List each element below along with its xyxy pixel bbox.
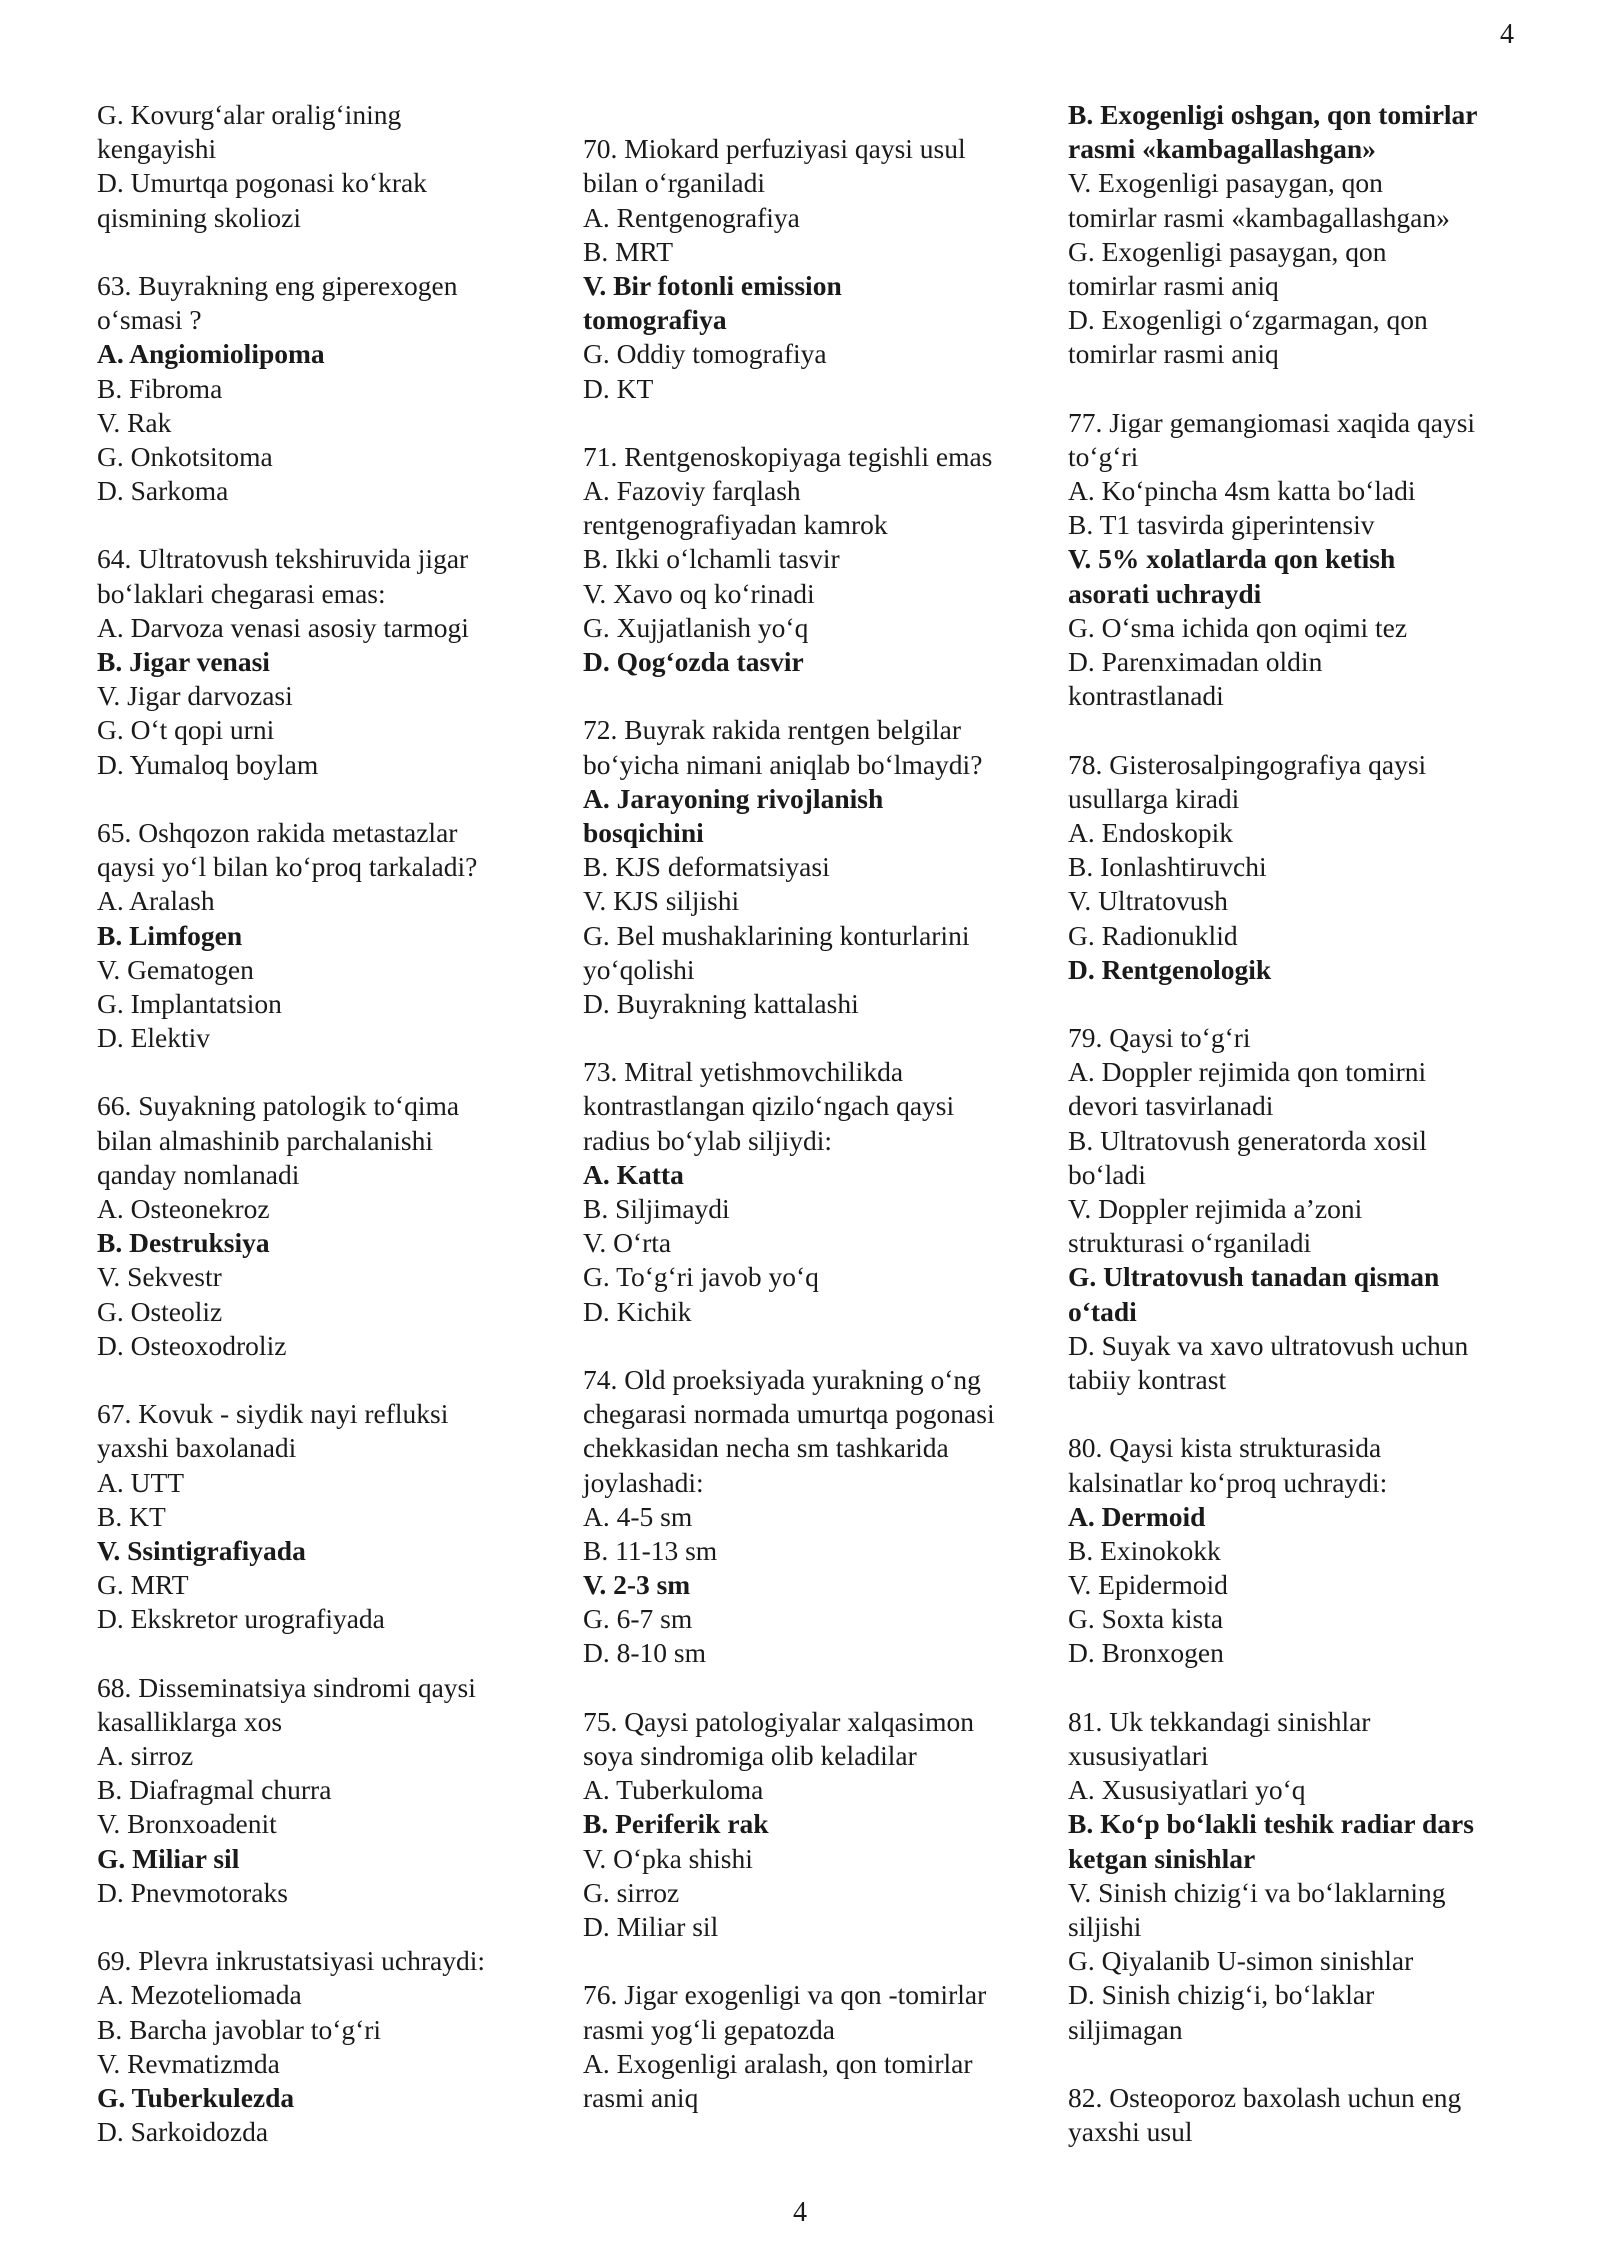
text-line: B. Diafragmal churra [97, 1774, 332, 1806]
text-line: A. UTT [97, 1466, 185, 1498]
answer-line-correct: A. Katta [583, 1158, 684, 1190]
answer-line-correct: B. Limfogen [97, 919, 243, 951]
text-line: V. Sinish chizig‘i va bo‘laklarning [1068, 1876, 1446, 1908]
blank-line [97, 782, 557, 816]
text-line: D. Sarkoma [97, 475, 229, 507]
text-line: 63. Buyrakning eng giperexogen [97, 269, 458, 301]
text-line: D. Suyak va xavo ultratovush uchun [1068, 1329, 1469, 1361]
text-line: D. Umurtqa pogonasi ko‘krak [97, 167, 427, 199]
answer-line-correct: G. Tuberkulezda [97, 2081, 295, 2113]
text-line: 78. Gisterosalpingografiya qaysi [1068, 748, 1427, 780]
blank-line [1068, 987, 1528, 1021]
blank-line [583, 406, 1043, 440]
answer-line-correct: ketgan sinishlar [1068, 1842, 1256, 1874]
answer-line-correct: V. Ssintigrafiyada [97, 1534, 306, 1566]
text-line: D. KT [583, 372, 654, 404]
text-line: A. Aralash [97, 885, 215, 917]
text-line: D. Ekskretor urografiyada [97, 1603, 385, 1635]
text-line: chekkasidan necha sm tashkarida [583, 1432, 949, 1464]
text-line: usullarga kiradi [1068, 782, 1240, 814]
text-line: V. Epidermoid [1068, 1569, 1228, 1601]
answer-line-correct: rasmi «kambagallashgan» [1068, 133, 1376, 165]
text-column-2 [583, 98, 1043, 2115]
text-line: V. Sekvestr [97, 1261, 222, 1293]
text-line: G. Bel mushaklarining konturlarini [583, 919, 970, 951]
blank-line [97, 235, 557, 269]
text-line: V. Bronxoadenit [97, 1808, 277, 1840]
text-line: qaysi yo‘l bilan ko‘proq tarkaladi? [97, 851, 478, 883]
text-line: A. Fazoviy farqlash [583, 475, 801, 507]
text-line: kasalliklarga xos [97, 1705, 283, 1737]
text-line: strukturasi o‘rganiladi [1068, 1227, 1312, 1259]
text-line: V. Rak [97, 406, 172, 438]
text-column-3 [1068, 98, 1528, 2149]
blank-line [583, 1671, 1043, 1705]
text-line: B. Ikki o‘lchamli tasvir [583, 543, 840, 575]
text-line: D. Sarkoidozda [97, 2116, 269, 2148]
text-line: kontrastlanadi [1068, 680, 1224, 712]
answer-line-correct: A. Jarayoning rivojlanish [583, 782, 884, 814]
blank-line [97, 1910, 557, 1944]
text-line: 71. Rentgenoskopiyaga tegishli emas [583, 440, 993, 472]
text-line: G. Osteoliz [97, 1295, 223, 1327]
text-line: G. Exogenligi pasaygan, qon [1068, 235, 1387, 267]
text-line: siljishi [1068, 1910, 1142, 1942]
text-line: kontrastlangan qizilo‘ngach qaysi [583, 1090, 955, 1122]
answer-line-correct: B. Destruksiya [97, 1227, 270, 1259]
text-line: D. Sinish chizig‘i, bo‘laklar [1068, 1979, 1375, 2011]
text-line: tomirlar rasmi «kambagallashgan» [1068, 201, 1450, 233]
text-line: A. Mezoteliomada [97, 1979, 302, 2011]
text-line: G. MRT [97, 1569, 189, 1601]
text-line: 76. Jigar exogenligi va qon -tomirlar [583, 1979, 987, 2011]
text-line: 68. Disseminatsiya sindromi qaysi [97, 1671, 476, 1703]
text-line: V. Revmatizmda [97, 2047, 280, 2079]
text-line: B. Barcha javoblar to‘g‘ri [97, 2013, 382, 2045]
text-column-1 [97, 98, 557, 2149]
text-line: V. Jigar darvozasi [97, 680, 293, 712]
text-line: 74. Old proeksiyada yurakning o‘ng [583, 1363, 981, 1395]
text-line: G. O‘sma ichida qon oqimi tez [1068, 611, 1408, 643]
answer-line-correct: asorati uchraydi [1068, 577, 1262, 609]
answer-line-correct: G. Ultratovush tanadan qisman [1068, 1261, 1440, 1293]
text-line: yaxshi usul [1068, 2116, 1193, 2148]
text-line: V. Doppler rejimida a’zoni [1068, 1193, 1363, 1224]
blank-line [1068, 2047, 1528, 2081]
text-line: tomirlar rasmi aniq [1068, 338, 1279, 370]
text-line: B. Ionlashtiruvchi [1068, 851, 1267, 883]
text-line: V. KJS siljishi [583, 885, 740, 917]
answer-line-correct: tomografiya [583, 304, 727, 336]
answer-line-correct: V. 5% xolatlarda qon ketish [1068, 543, 1396, 575]
text-line: G. Implantatsion [97, 987, 282, 1019]
text-line: radius bo‘ylab siljiydi: [583, 1124, 833, 1156]
text-line: D. Pnevmotoraks [97, 1876, 288, 1908]
blank-line [97, 1055, 557, 1089]
text-line: bo‘ladi [1068, 1158, 1146, 1190]
text-line: chegarasi normada umurtqa pogonasi [583, 1398, 995, 1430]
text-line: 82. Osteoporoz baxolash uchun eng [1068, 2081, 1462, 2113]
text-line: B. Fibroma [97, 372, 223, 404]
text-line: yaxshi baxolanadi [97, 1432, 297, 1464]
text-line: D. Miliar sil [583, 1910, 719, 1942]
blank-line [583, 679, 1043, 713]
text-line: 79. Qaysi to‘g‘ri [1068, 1022, 1251, 1054]
text-line: V. Exogenligi pasaygan, qon [1068, 167, 1383, 199]
text-line: D. Elektiv [97, 1022, 211, 1054]
text-line: G. Qiyalanib U-simon sinishlar [1068, 1945, 1414, 1977]
text-line: devori tasvirlanadi [1068, 1090, 1274, 1122]
blank-line [1068, 1671, 1528, 1705]
answer-line-correct: D. Rentgenologik [1068, 953, 1272, 985]
blank-line [1068, 1397, 1528, 1431]
text-line: rasmi aniq [583, 2081, 699, 2113]
text-line: A. Xususiyatlari yo‘q [1068, 1774, 1306, 1806]
text-line: bilan o‘rganiladi [583, 167, 766, 199]
page-number-top: 4 [1500, 19, 1514, 50]
text-line: tabiiy kontrast [1068, 1363, 1227, 1395]
text-line: A. sirroz [97, 1740, 194, 1771]
blank-line [583, 1944, 1043, 1978]
text-line: joylashadi: [583, 1466, 704, 1498]
text-line: G. 6-7 sm [583, 1603, 693, 1635]
text-line: 70. Miokard perfuziyasi qaysi usul [583, 133, 966, 165]
blank-line [97, 1363, 557, 1397]
text-line: xususiyatlari [1068, 1740, 1209, 1771]
blank-line [583, 1329, 1043, 1363]
text-line: 69. Plevra inkrustatsiyasi uchraydi: [97, 1945, 485, 1977]
text-line: A. Doppler rejimida qon tomirni [1068, 1056, 1427, 1088]
text-line: V. O‘rta [583, 1227, 672, 1259]
text-line: B. 11-13 sm [583, 1534, 718, 1566]
page-number-bottom: 4 [793, 2197, 807, 2228]
text-line: B. KJS deformatsiyasi [583, 851, 830, 883]
text-line: A. 4-5 sm [583, 1500, 693, 1532]
text-line: G. Kovurg‘alar oralig‘ining [97, 99, 402, 130]
text-line: A. Darvoza venasi asosiy tarmogi [97, 611, 469, 643]
text-line: tomirlar rasmi aniq [1068, 269, 1279, 301]
text-line: V. O‘pka shishi [583, 1842, 753, 1874]
answer-line-correct: V. 2-3 sm [583, 1569, 691, 1601]
answer-line-correct: o‘tadi [1068, 1295, 1137, 1327]
text-line: bo‘yicha nimani aniqlab bo‘lmaydi? [583, 748, 983, 780]
text-line: D. Parenximadan oldin [1068, 646, 1323, 677]
text-line: D. Kichik [583, 1295, 692, 1327]
text-line: 80. Qaysi kista strukturasida [1068, 1432, 1382, 1464]
text-line: kengayishi [97, 133, 217, 165]
text-line: G. To‘g‘ri javob yo‘q [583, 1261, 819, 1293]
text-line: bo‘laklari chegarasi emas: [97, 577, 386, 609]
text-line: 75. Qaysi patologiyalar xalqasimon [583, 1705, 975, 1737]
blank-line [97, 1636, 557, 1670]
answer-line-correct: B. Periferik rak [583, 1808, 769, 1840]
answer-line-correct: B. Exogenligi oshgan, qon tomirlar [1068, 99, 1478, 130]
blank-line [583, 1021, 1043, 1055]
text-line: B. Siljimaydi [583, 1193, 730, 1224]
text-line: B. Ultratovush generatorda xosil [1068, 1124, 1427, 1156]
text-line: A. Ko‘pincha 4sm katta bo‘ladi [1068, 475, 1416, 507]
text-line: 81. Uk tekkandagi sinishlar [1068, 1705, 1371, 1737]
text-line: 64. Ultratovush tekshiruvida jigar [97, 543, 469, 575]
text-line: G. O‘t qopi urni [97, 714, 275, 746]
answer-line-correct: bosqichini [583, 816, 704, 848]
text-line: D. Bronxogen [1068, 1637, 1224, 1669]
answer-line-correct: B. Jigar venasi [97, 646, 270, 677]
text-line: yo‘qolishi [583, 953, 695, 985]
text-line: A. Osteonekroz [97, 1193, 270, 1224]
text-line: A. Exogenligi aralash, qon tomirlar [583, 2047, 973, 2079]
text-line: qanday nomlanadi [97, 1158, 300, 1190]
text-line: 72. Buyrak rakida rentgen belgilar [583, 714, 961, 746]
answer-line-correct: D. Qog‘ozda tasvir [583, 646, 804, 677]
text-line: 67. Kovuk - siydik nayi refluksi [97, 1398, 449, 1430]
blank-line [1068, 372, 1528, 406]
text-line: B. Exinokokk [1068, 1534, 1221, 1566]
text-line: G. Oddiy tomografiya [583, 338, 827, 370]
text-line: D. Buyrakning kattalashi [583, 987, 859, 1019]
text-line: o‘smasi ? [97, 304, 202, 336]
text-line: D. Exogenligi o‘zgarmagan, qon [1068, 304, 1428, 336]
text-line: rentgenografiyadan kamrok [583, 509, 888, 541]
text-line: 73. Mitral yetishmovchilikda [583, 1056, 904, 1088]
text-line: 66. Suyakning patologik to‘qima [97, 1090, 460, 1122]
answer-line-correct: A. Angiomiolipoma [97, 338, 325, 370]
text-line: rasmi yog‘li gepatozda [583, 2013, 835, 2045]
answer-line-correct: G. Miliar sil [97, 1842, 240, 1874]
text-line: V. Gematogen [97, 953, 254, 985]
text-line: V. Xavo oq ko‘rinadi [583, 577, 815, 609]
blank-line [583, 98, 1043, 132]
text-line: 77. Jigar gemangiomasi xaqida qaysi [1068, 406, 1476, 438]
text-line: 65. Oshqozon rakida metastazlar [97, 816, 458, 848]
text-line: G. Radionuklid [1068, 919, 1238, 951]
text-line: A. Endoskopik [1068, 816, 1233, 848]
blank-line [97, 508, 557, 542]
answer-line-correct: V. Bir fotonli emission [583, 269, 842, 301]
text-line: D. Yumaloq boylam [97, 748, 319, 780]
text-line: bilan almashinib parchalanishi [97, 1124, 434, 1156]
text-line: G. Xujjatlanish yo‘q [583, 611, 809, 643]
text-line: G. Onkotsitoma [97, 440, 273, 472]
text-line: qismining skoliozi [97, 201, 301, 233]
text-line: B. MRT [583, 235, 674, 267]
text-line: D. Osteoxodroliz [97, 1329, 287, 1361]
blank-line [1068, 713, 1528, 747]
text-line: soya sindromiga olib keladilar [583, 1740, 917, 1771]
text-line: A. Rentgenografiya [583, 201, 800, 233]
text-line: D. 8-10 sm [583, 1637, 706, 1669]
text-line: to‘g‘ri [1068, 440, 1139, 472]
text-line: G. sirroz [583, 1876, 680, 1908]
text-line: B. KT [97, 1500, 166, 1532]
text-line: siljimagan [1068, 2013, 1183, 2045]
text-line: kalsinatlar ko‘proq uchraydi: [1068, 1466, 1388, 1498]
text-line: A. Tuberkuloma [583, 1774, 764, 1806]
answer-line-correct: B. Ko‘p bo‘lakli teshik radiar dars [1068, 1808, 1474, 1840]
text-line: G. Soxta kista [1068, 1603, 1224, 1635]
answer-line-correct: A. Dermoid [1068, 1500, 1206, 1532]
text-line: V. Ultratovush [1068, 885, 1228, 917]
text-line: B. T1 tasvirda giperintensiv [1068, 509, 1375, 541]
